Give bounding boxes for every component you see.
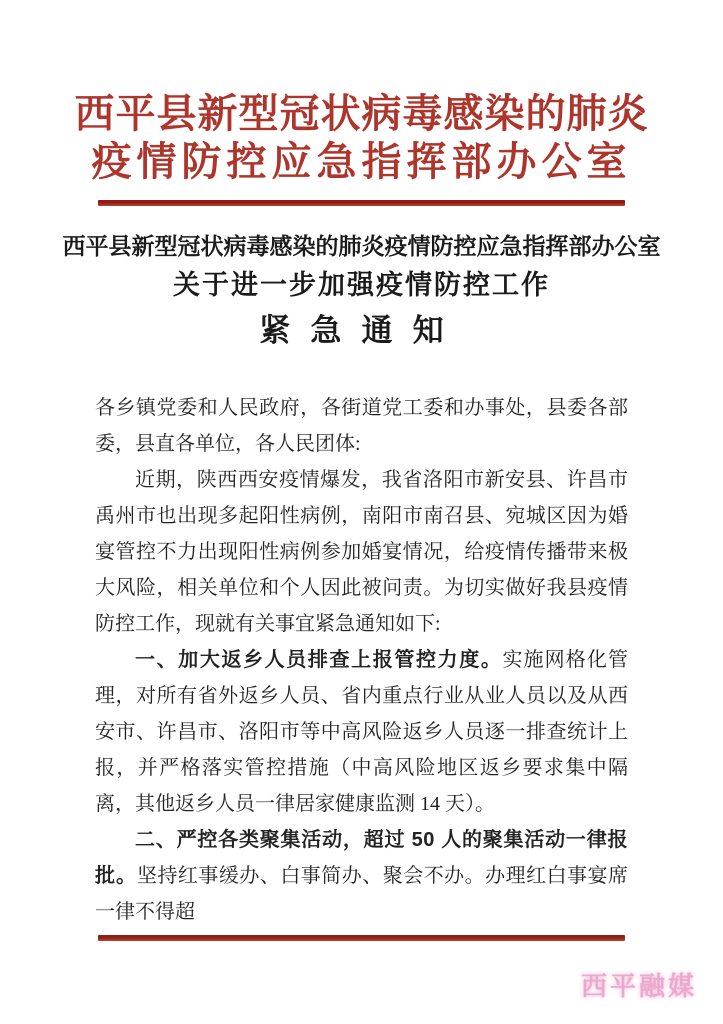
- title-subject: 关于进一步加强疫情防控工作: [173, 270, 550, 300]
- paragraph-intro: [95, 462, 628, 642]
- paragraph-section-2: [95, 822, 628, 930]
- letterhead-line1: 西平县新型冠状病毒感染的肺炎: [74, 91, 649, 136]
- title-notice-type: 紧急通知: [259, 313, 464, 348]
- salutation: 各乡镇党委和人民政府，各街道党工委和办事处，县委各部委，县直各单位，各人民团体:: [95, 397, 628, 455]
- section-1-text: 实施网格化管理，对所有省外返乡人员、省内重点行业从业人员以及从西安市、许昌市、洛阳市等中高风险返乡人员逐一排查统计上报，并严格落实管控措施（中高风险地区返乡要求集中隔离，其他返乡人员一律居家健康监测 14 天）。: [95, 649, 629, 815]
- title-issuing-office: 西平县新型冠状病毒感染的肺炎疫情防控应急指挥部办公室: [62, 234, 661, 259]
- letterhead: [0, 0, 723, 186]
- section-2-heading: 二、严控各类聚集活动，超过 50 人的聚集活动一律报批。: [95, 829, 628, 887]
- paragraph-intro-text: 近期，陕西西安疫情爆发，我省洛阳市新安县、许昌市禹州市也出现多起阳性病例，南阳市南召县、宛城区因为婚宴管控不力出现阳性病例参加婚宴情况，给疫情传播带来极大风险，相关单位和个人因此被问责。为切实做好我县疫情防控工作，现就有关事宜紧急通知如下:: [95, 469, 628, 635]
- paragraph-section-1: [95, 642, 628, 822]
- media-watermark: 西平融媒: [580, 972, 697, 1001]
- letterhead-divider-rule: [98, 200, 625, 206]
- letterhead-line2: 疫情防控应急指挥部办公室: [91, 139, 632, 184]
- section-2-text: 坚持红事缓办、白事简办、聚会不办。办理红白事宴席一律不得超: [95, 865, 629, 923]
- document-title: [0, 232, 723, 354]
- page-crop-rule: [98, 935, 625, 941]
- document-body: [95, 390, 628, 930]
- section-1-heading: 一、加大返乡人员排查上报管控力度。: [135, 649, 503, 671]
